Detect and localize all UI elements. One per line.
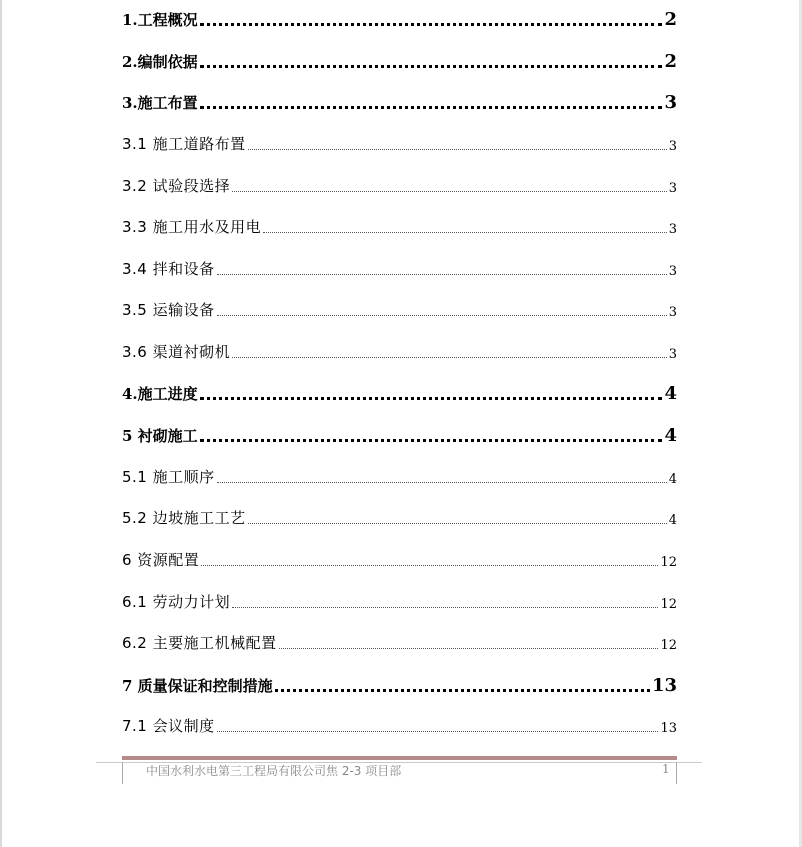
toc-leader-dots [232, 191, 667, 192]
toc-entry-page: 2 [664, 51, 677, 72]
toc-entry-page: 4 [668, 513, 677, 528]
toc-entry-label: 7.1 会议制度 [122, 717, 215, 735]
toc-leader-dots [248, 149, 667, 150]
toc-entry[interactable] [122, 463, 677, 487]
toc-entry[interactable] [122, 546, 677, 570]
toc-entry[interactable] [122, 89, 677, 113]
toc-entry[interactable] [122, 338, 677, 362]
toc-entry-page: 13 [660, 721, 677, 736]
toc-entry-page: 13 [651, 675, 677, 696]
toc-entry-label: 4.施工进度 [122, 385, 198, 403]
toc-entry[interactable] [122, 296, 677, 320]
toc-leader-dots [217, 482, 667, 483]
toc-entry-page: 3 [668, 139, 677, 154]
toc-entry[interactable] [122, 172, 677, 196]
toc-entry-label: 3.4 拌和设备 [122, 260, 215, 278]
toc-leader-dots [217, 731, 659, 732]
toc-leader-dots [217, 274, 667, 275]
toc-entry-label: 3.5 运输设备 [122, 301, 215, 319]
toc-leader-dots [200, 65, 663, 68]
toc-entry-page: 4 [664, 383, 677, 404]
toc-entry-page: 3 [668, 222, 677, 237]
toc-entry[interactable] [122, 213, 677, 237]
toc-entry-label: 3.3 施工用水及用电 [122, 218, 262, 236]
toc-leader-dots [232, 607, 658, 608]
toc-leader-dots [263, 232, 667, 233]
toc-entry-page: 2 [664, 9, 677, 30]
toc-entry[interactable] [122, 629, 677, 653]
toc-entry-label: 5.1 施工顺序 [122, 468, 215, 486]
toc-entry-label: 5.2 边坡施工工艺 [122, 509, 246, 527]
toc-leader-dots [217, 315, 667, 316]
footer-page-number: 1 [662, 762, 670, 776]
toc-entry-label: 7 质量保证和控制措施 [122, 677, 273, 695]
footer-border-right [676, 762, 677, 784]
toc-entry-page: 12 [660, 555, 677, 570]
page-left-edge [0, 0, 2, 847]
toc-leader-dots [201, 565, 658, 566]
toc-entry-page: 12 [660, 638, 677, 653]
toc-entry[interactable] [122, 6, 677, 30]
toc-leader-dots [200, 23, 663, 26]
footer-rule [122, 756, 677, 760]
toc-entry-label: 3.1 施工道路布置 [122, 135, 246, 153]
toc-entry-label: 3.2 试验段选择 [122, 177, 231, 195]
footer-company-text: 中国水利水电第三工程局有限公司焦 2-3 项目部 [146, 764, 402, 778]
toc-leader-dots [275, 689, 650, 692]
toc-leader-dots [248, 523, 667, 524]
toc-entry-page: 3 [668, 347, 677, 362]
toc-entry-page: 3 [664, 92, 677, 113]
toc-entry[interactable] [122, 504, 677, 528]
toc-entry[interactable] [122, 380, 677, 404]
toc-entry-page: 3 [668, 181, 677, 196]
toc-entry-page: 12 [660, 597, 677, 612]
toc-entry-page: 4 [664, 425, 677, 446]
toc-entry-label: 3.施工布置 [122, 94, 198, 112]
toc-entry-label: 6.2 主要施工机械配置 [122, 634, 277, 652]
toc-leader-dots [279, 648, 659, 649]
toc-entry[interactable] [122, 672, 677, 696]
toc-entry-page: 3 [668, 264, 677, 279]
toc-leader-dots [232, 357, 667, 358]
toc-entry[interactable] [122, 255, 677, 279]
toc-entry[interactable] [122, 712, 677, 736]
toc-entry[interactable] [122, 588, 677, 612]
toc-entry-label: 3.6 渠道衬砌机 [122, 343, 231, 361]
toc-entry-label: 2.编制依据 [122, 53, 198, 71]
footer-border-left [122, 762, 123, 784]
toc-entry[interactable] [122, 130, 677, 154]
toc-entry-label: 6.1 劳动力计划 [122, 593, 231, 611]
toc-leader-dots [200, 439, 663, 442]
toc-entry[interactable] [122, 48, 677, 72]
toc-entry[interactable] [122, 422, 677, 446]
toc-entry-label: 5 衬砌施工 [122, 427, 198, 445]
toc-entry-label: 1.工程概况 [122, 11, 198, 29]
toc-entry-page: 4 [668, 472, 677, 487]
toc-entry-label: 6 资源配置 [122, 551, 200, 569]
toc-entry-page: 3 [668, 305, 677, 320]
toc-leader-dots [200, 106, 663, 109]
toc-leader-dots [200, 397, 663, 400]
